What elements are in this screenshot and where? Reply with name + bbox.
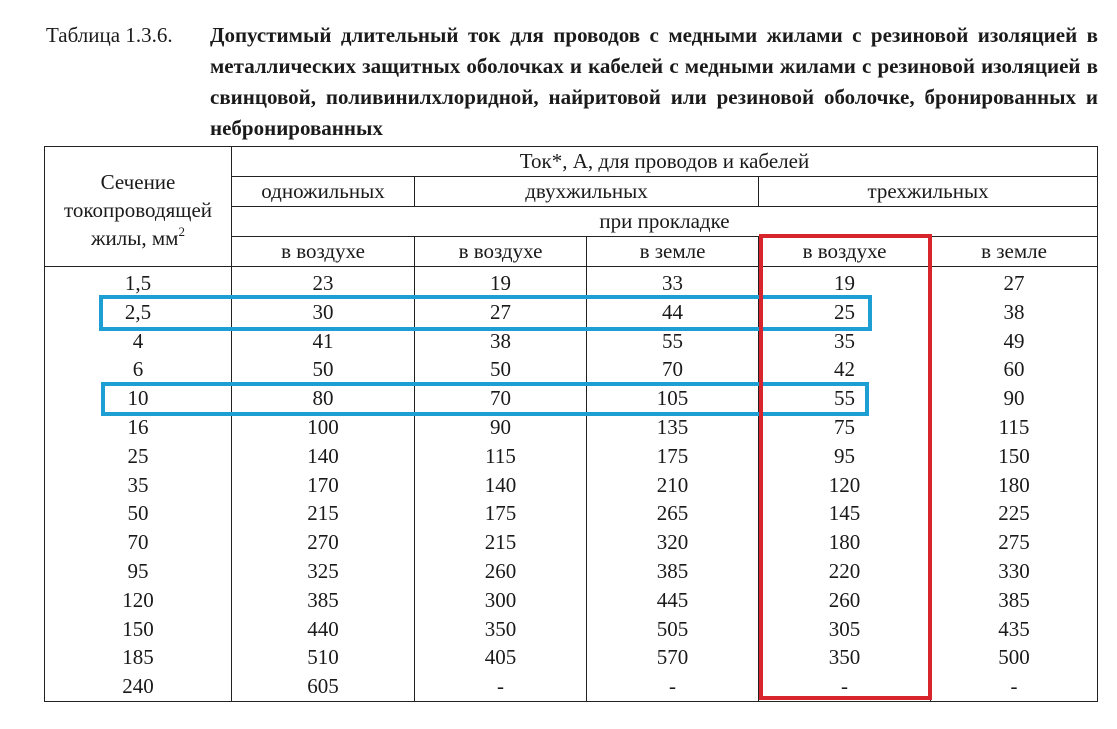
- current-value-cell: 175: [415, 499, 587, 528]
- current-value-cell: 60: [931, 355, 1098, 384]
- current-value-cell: 145: [759, 499, 931, 528]
- table-row: [45, 298, 1098, 327]
- current-value-cell: 180: [759, 528, 931, 557]
- current-value-cell: 90: [931, 384, 1098, 413]
- current-value-cell: 19: [415, 267, 587, 298]
- section-header-line1: Сечение: [100, 169, 176, 194]
- row-section-cell: 6: [45, 355, 232, 384]
- two-core-header: двухжильных: [415, 177, 759, 207]
- section-header-line2: токопроводящей: [63, 197, 212, 222]
- table-row: [45, 442, 1098, 471]
- current-value-cell: 49: [931, 327, 1098, 356]
- current-value-cell: 90: [415, 413, 587, 442]
- current-value-cell: 115: [931, 413, 1098, 442]
- row-section-cell: 120: [45, 586, 232, 615]
- sub-col-header: в воздухе: [759, 237, 931, 267]
- current-value-cell: 435: [931, 615, 1098, 644]
- row-section-cell: 240: [45, 672, 232, 701]
- current-value-cell: 150: [931, 442, 1098, 471]
- current-value-cell: 23: [232, 267, 415, 298]
- current-value-cell: 120: [759, 471, 931, 500]
- current-value-cell: 115: [415, 442, 587, 471]
- current-value-cell: -: [415, 672, 587, 701]
- current-value-cell: 19: [759, 267, 931, 298]
- current-value-cell: 70: [587, 355, 759, 384]
- current-value-cell: 180: [931, 471, 1098, 500]
- current-value-cell: 260: [415, 557, 587, 586]
- section-header-line3: жилы, мм: [91, 225, 179, 250]
- current-value-cell: 41: [232, 327, 415, 356]
- current-value-cell: 385: [587, 557, 759, 586]
- table-row: [45, 355, 1098, 384]
- current-value-cell: 220: [759, 557, 931, 586]
- table-row: [45, 643, 1098, 672]
- row-section-cell: 150: [45, 615, 232, 644]
- current-value-cell: 210: [587, 471, 759, 500]
- current-value-cell: 135: [587, 413, 759, 442]
- current-value-cell: 140: [415, 471, 587, 500]
- table-row: [45, 471, 1098, 500]
- row-section-cell: 50: [45, 499, 232, 528]
- table-row: [45, 327, 1098, 356]
- table-row: [45, 586, 1098, 615]
- section-header: [45, 147, 232, 267]
- current-value-cell: 80: [232, 384, 415, 413]
- single-core-header: одножильных: [232, 177, 415, 207]
- row-section-cell: 95: [45, 557, 232, 586]
- table-row: [45, 615, 1098, 644]
- current-value-cell: 27: [931, 267, 1098, 298]
- laying-header: при прокладке: [232, 207, 1098, 237]
- table-row: [45, 672, 1098, 701]
- current-value-cell: 570: [587, 643, 759, 672]
- table-row: [45, 384, 1098, 413]
- current-value-cell: 260: [759, 586, 931, 615]
- sub-col-header: в воздухе: [232, 237, 415, 267]
- current-value-cell: 100: [232, 413, 415, 442]
- table-row: [45, 557, 1098, 586]
- row-section-cell: 185: [45, 643, 232, 672]
- current-value-cell: 55: [759, 384, 931, 413]
- current-value-cell: 275: [931, 528, 1098, 557]
- current-table: [44, 146, 1098, 702]
- row-section-cell: 1,5: [45, 267, 232, 298]
- current-value-cell: -: [587, 672, 759, 701]
- current-value-cell: 25: [759, 298, 931, 327]
- current-value-cell: 42: [759, 355, 931, 384]
- current-value-cell: 445: [587, 586, 759, 615]
- current-value-cell: -: [931, 672, 1098, 701]
- current-value-cell: 500: [931, 643, 1098, 672]
- table-row: [45, 413, 1098, 442]
- sub-col-header: в земле: [587, 237, 759, 267]
- row-section-cell: 25: [45, 442, 232, 471]
- current-value-cell: 385: [232, 586, 415, 615]
- sub-col-header: в воздухе: [415, 237, 587, 267]
- current-value-cell: 50: [415, 355, 587, 384]
- current-value-cell: 385: [931, 586, 1098, 615]
- current-value-cell: 75: [759, 413, 931, 442]
- row-section-cell: 10: [45, 384, 232, 413]
- current-value-cell: 510: [232, 643, 415, 672]
- three-core-header: трехжильных: [759, 177, 1098, 207]
- section-header-unit-sup: 2: [178, 223, 185, 239]
- current-value-cell: 225: [931, 499, 1098, 528]
- row-section-cell: 35: [45, 471, 232, 500]
- row-section-cell: 70: [45, 528, 232, 557]
- current-value-cell: 350: [759, 643, 931, 672]
- current-value-cell: 270: [232, 528, 415, 557]
- current-value-cell: 405: [415, 643, 587, 672]
- current-value-cell: 305: [759, 615, 931, 644]
- row-section-cell: 16: [45, 413, 232, 442]
- current-value-cell: 44: [587, 298, 759, 327]
- current-value-cell: 320: [587, 528, 759, 557]
- current-value-cell: 350: [415, 615, 587, 644]
- current-value-cell: -: [759, 672, 931, 701]
- current-value-cell: 605: [232, 672, 415, 701]
- current-value-cell: 215: [232, 499, 415, 528]
- current-value-cell: 35: [759, 327, 931, 356]
- current-header: Ток*, А, для проводов и кабелей: [232, 147, 1098, 177]
- current-value-cell: 30: [232, 298, 415, 327]
- row-section-cell: 2,5: [45, 298, 232, 327]
- current-value-cell: 50: [232, 355, 415, 384]
- current-value-cell: 505: [587, 615, 759, 644]
- current-value-cell: 440: [232, 615, 415, 644]
- current-value-cell: 330: [931, 557, 1098, 586]
- table-caption: [46, 20, 1098, 144]
- current-value-cell: 27: [415, 298, 587, 327]
- row-section-cell: 4: [45, 327, 232, 356]
- table-title: Допустимый длительный ток для проводов с медными жилами с резиновой изоляцией в металлических защитных оболочках и кабелей с медными жилами с резиновой изоляцией в свинцовой, поливинилхлоридной, найритовой или резиновой оболочке, бронированных и небронированных: [210, 23, 1098, 140]
- current-value-cell: 325: [232, 557, 415, 586]
- current-value-cell: 170: [232, 471, 415, 500]
- current-value-cell: 33: [587, 267, 759, 298]
- table-number: Таблица 1.3.6.: [46, 23, 173, 47]
- current-value-cell: 70: [415, 384, 587, 413]
- current-value-cell: 105: [587, 384, 759, 413]
- sub-col-header: в земле: [931, 237, 1098, 267]
- current-value-cell: 55: [587, 327, 759, 356]
- current-value-cell: 215: [415, 528, 587, 557]
- current-value-cell: 95: [759, 442, 931, 471]
- table-row: [45, 528, 1098, 557]
- table-row: [45, 499, 1098, 528]
- table-body: [45, 267, 1098, 702]
- current-value-cell: 265: [587, 499, 759, 528]
- current-value-cell: 38: [415, 327, 587, 356]
- current-value-cell: 300: [415, 586, 587, 615]
- current-value-cell: 140: [232, 442, 415, 471]
- table-row: [45, 267, 1098, 298]
- current-value-cell: 38: [931, 298, 1098, 327]
- current-value-cell: 175: [587, 442, 759, 471]
